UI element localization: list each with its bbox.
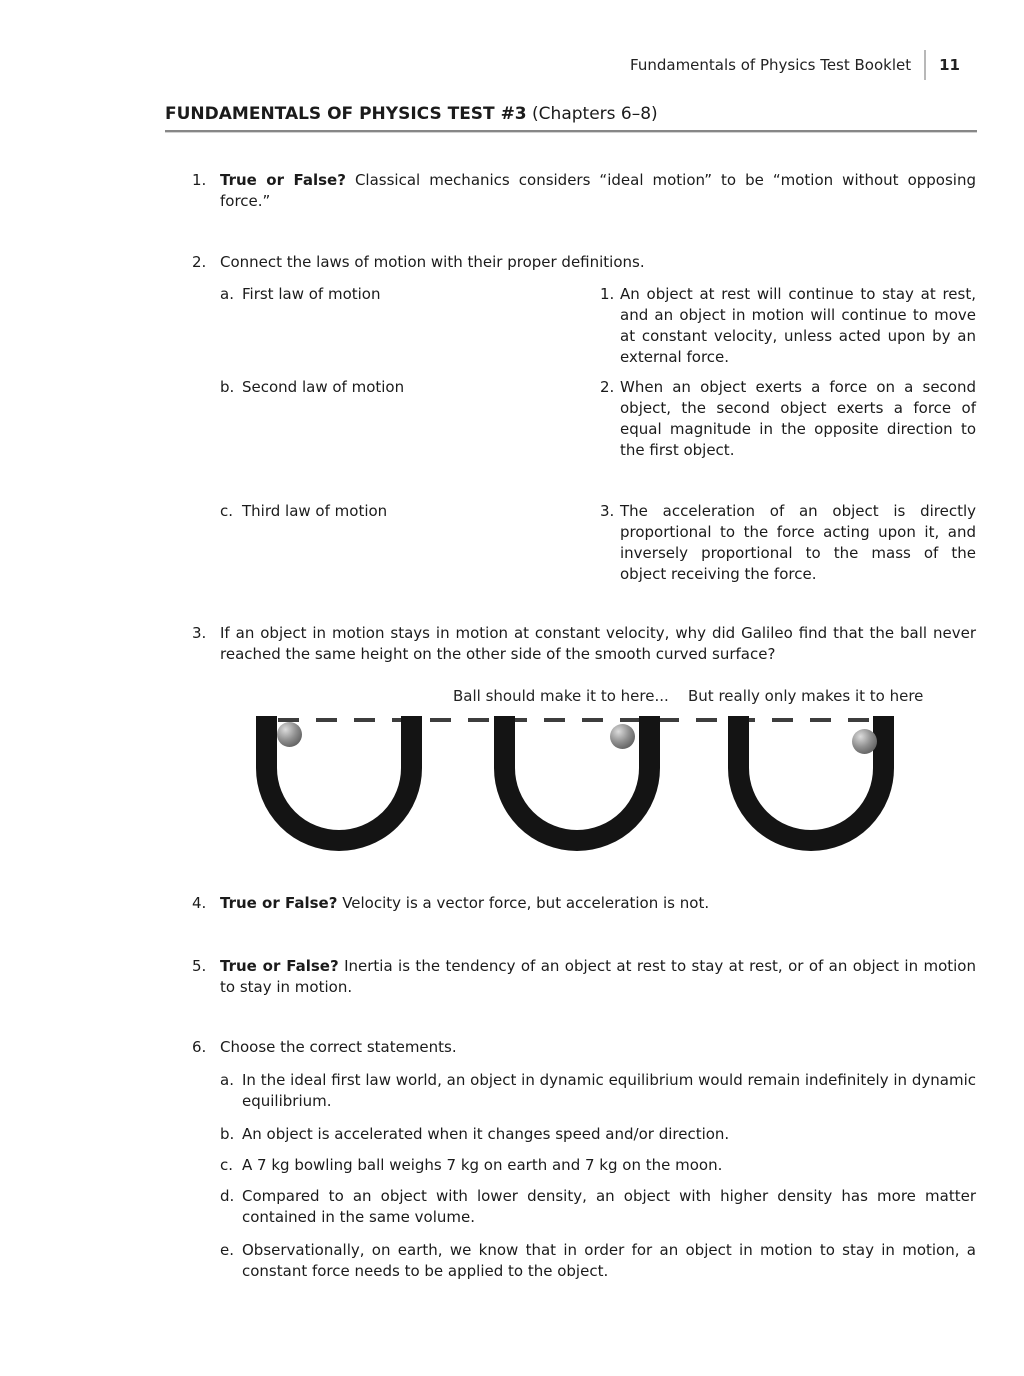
- definition-3: [600, 501, 976, 585]
- option-a-text: In the ideal first law world, an object in dynamic equilibrium would remain indefinitely in dynamic equilibrium.: [242, 1071, 976, 1110]
- option-e: [220, 1240, 976, 1282]
- question-4-number: 4.: [192, 894, 207, 912]
- question-6-body: [220, 1037, 976, 1282]
- definition-1: [600, 284, 976, 368]
- question-2-number: 2.: [192, 253, 207, 271]
- page-number: 11: [939, 55, 960, 74]
- option-c-label: c.: [220, 1156, 234, 1174]
- question-6-number: 6.: [192, 1038, 207, 1056]
- definition-2-number: 2.: [600, 378, 615, 396]
- test-title-chapters: (Chapters 6–8): [526, 104, 658, 124]
- question-4-prefix: True or False?: [220, 894, 338, 912]
- option-c: [220, 1155, 976, 1176]
- question-6-text: Choose the correct statements.: [220, 1038, 457, 1056]
- match-term-c-label: c.: [220, 502, 234, 520]
- match-row-b: [220, 377, 976, 461]
- option-a-label: a.: [220, 1071, 234, 1089]
- question-4-body: Velocity is a vector force, but acceleration is not.: [337, 894, 710, 912]
- option-d: [220, 1186, 976, 1228]
- option-d-label: d.: [220, 1187, 235, 1205]
- booklet-title: Fundamentals of Physics Test Booklet: [630, 55, 912, 74]
- definition-2: [600, 377, 976, 461]
- figure-art: [192, 707, 976, 859]
- question-list: [192, 170, 976, 1282]
- question-1-prefix: True or False?: [220, 171, 346, 189]
- u-tube-2: [494, 716, 660, 852]
- figure-label-right: But really only makes it to here: [688, 687, 924, 705]
- question-6: [192, 1037, 976, 1282]
- ball-expected-position: [610, 724, 635, 749]
- test-title-main: FUNDAMENTALS OF PHYSICS TEST #3: [165, 104, 527, 124]
- option-e-text: Observationally, on earth, we know that in order for an object in motion to stay in motion, a constant force needs to be applied to the object.: [242, 1241, 976, 1280]
- question-4-text: [220, 893, 976, 914]
- option-b-text: An object is accelerated when it changes speed and/or direction.: [242, 1125, 730, 1143]
- ball-actual-position: [852, 729, 877, 754]
- option-b: [220, 1124, 976, 1145]
- match-term-a-label: a.: [220, 285, 234, 303]
- question-3: [192, 623, 976, 665]
- match-term-a: [220, 284, 600, 368]
- option-d-text: Compared to an object with lower density, an object with higher density has more matter contained in the same volume.: [242, 1187, 976, 1226]
- title-block: [165, 103, 977, 133]
- question-5-number: 5.: [192, 957, 207, 975]
- question-5-prefix: True or False?: [220, 957, 339, 975]
- definition-1-number: 1.: [600, 285, 615, 303]
- match-term-c-text: Third law of motion: [242, 502, 388, 520]
- question-1-number: 1.: [192, 171, 207, 189]
- match-term-b-text: Second law of motion: [242, 378, 405, 396]
- question-1-text: [220, 170, 976, 212]
- option-c-text: A 7 kg bowling ball weighs 7 kg on earth and 7 kg on the moon.: [242, 1156, 723, 1174]
- question-5-body: Inertia is the tendency of an object at rest to stay at rest, or of an object in motion to stay in motion.: [220, 957, 976, 996]
- match-term-b-label: b.: [220, 378, 235, 396]
- figure-labels: [192, 686, 976, 707]
- match-term-a-text: First law of motion: [242, 285, 381, 303]
- definition-3-text: The acceleration of an object is directly proportional to the force acting upon it, and inversely proportional to the mass of the object receiving the force.: [620, 502, 976, 583]
- option-b-label: b.: [220, 1125, 235, 1143]
- question-4: [192, 893, 976, 914]
- definition-2-text: When an object exerts a force on a second object, the second object exerts a force of equal magnitude in the opposite direction to the first object.: [620, 378, 976, 459]
- match-row-c: [220, 501, 976, 585]
- question-1: [192, 170, 976, 212]
- title-rule: [165, 130, 977, 133]
- question-2-text: Connect the laws of motion with their proper definitions.: [220, 253, 645, 271]
- figure-label-left: Ball should make it to here...: [453, 687, 669, 705]
- match-term-b: [220, 377, 600, 461]
- question-2: [192, 252, 976, 585]
- question-5-text: [220, 956, 976, 998]
- ball-start-position: [277, 722, 302, 747]
- option-e-label: e.: [220, 1241, 234, 1259]
- match-row-a: [220, 284, 976, 368]
- question-5: [192, 956, 976, 998]
- question-3-number: 3.: [192, 624, 207, 642]
- galileo-figure: [192, 686, 976, 859]
- test-title: [165, 103, 977, 125]
- option-a: [220, 1070, 976, 1112]
- question-2-body: [220, 252, 976, 585]
- question-3-text: If an object in motion stays in motion at constant velocity, why did Galileo find that the ball never reached the same height on the other side of the smooth curved surface?: [220, 624, 976, 663]
- match-term-c: [220, 501, 600, 585]
- header-divider: [924, 50, 926, 80]
- page-header: [0, 50, 960, 80]
- definition-3-number: 3.: [600, 502, 615, 520]
- question-1-body: Classical mechanics considers “ideal motion” to be “motion without opposing force.”: [220, 171, 976, 210]
- definition-1-text: An object at rest will continue to stay at rest, and an object in motion will continue to move at constant velocity, unless acted upon by an external force.: [620, 285, 976, 366]
